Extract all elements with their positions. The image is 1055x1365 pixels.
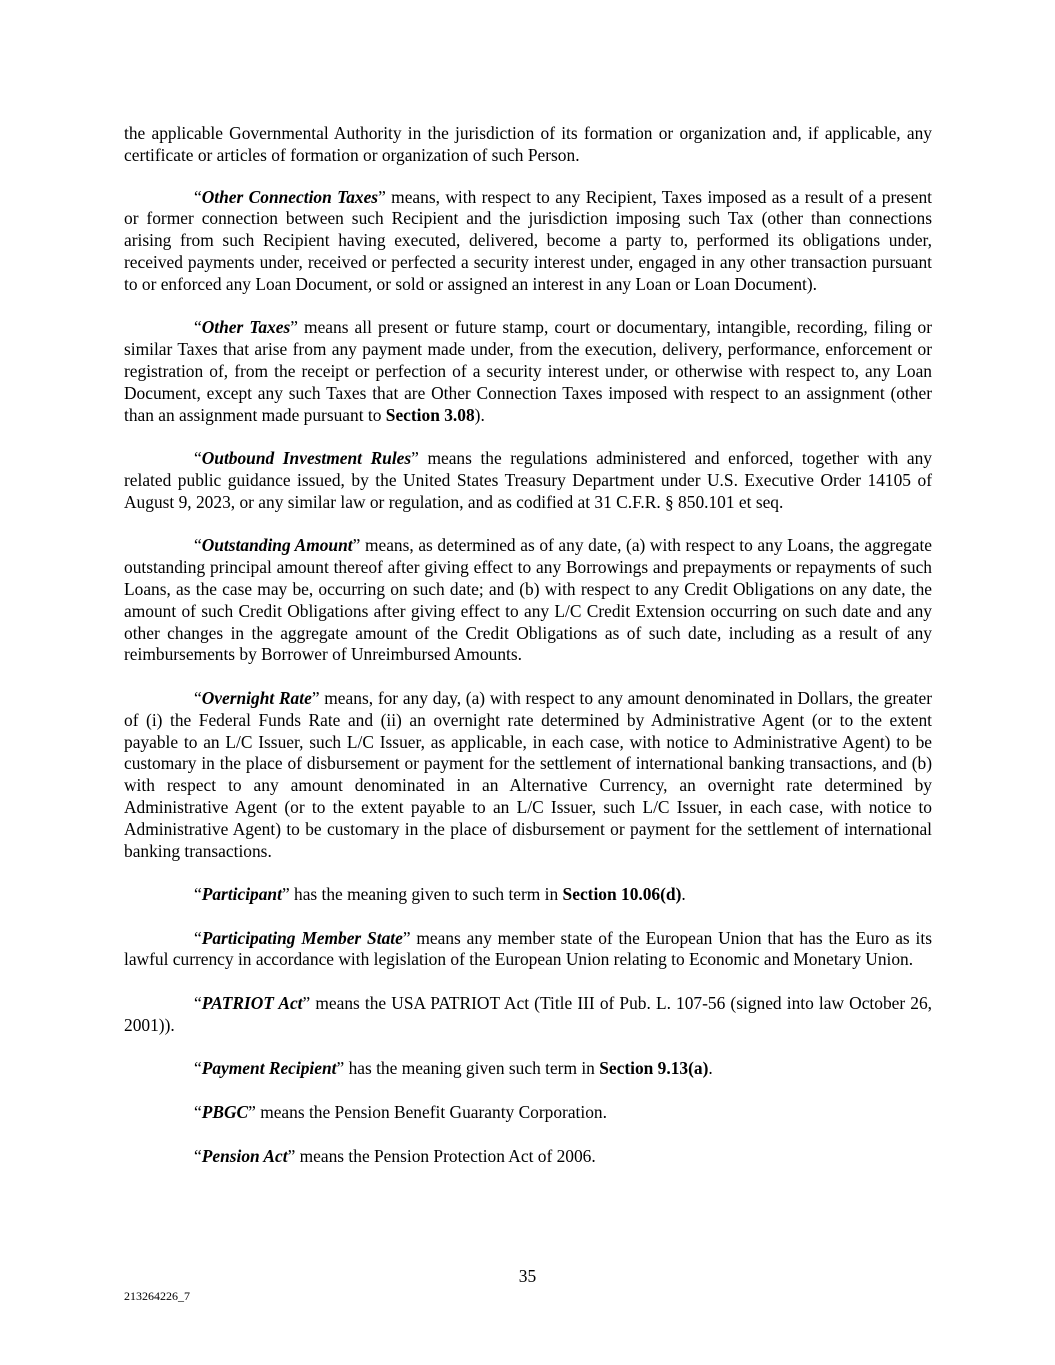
- document-body: [124, 123, 932, 1189]
- defined-term: Other Connection Taxes: [201, 186, 379, 207]
- defined-term: Overnight Rate: [201, 687, 312, 708]
- defined-term: Payment Recipient: [201, 1058, 337, 1079]
- definition-pension-act: “Pension Act” means the Pension Protection Act of 2006.: [194, 1145, 596, 1166]
- definition-payment-recipient: “Payment Recipient” has the meaning given such term in Section 9.13(a).: [194, 1058, 713, 1079]
- definition-overnight-rate: “Overnight Rate” means, for any day, (a) with respect to any amount denominated in Dollars, the greater of (i) the Federal Funds Rate and (ii) an overnight rate determined by Administrative Agent (or to the extent payable to an L/C Issuer, such L/C Issuer, as applicable, in each case, with notice to Administrative Agent) to be customary in the place of disbursement or payment for the settlement of international banking transactions, and (b) with respect to any amount denominated in an Alternative Currency, an overnight rate determined by Administrative Agent (or to the extent payable to an L/C Issuer, such L/C Issuer, in each case, with notice to Administrative Agent) to be customary in the place of disbursement or payment for the settlement of international banking transactions.: [124, 687, 932, 861]
- defined-term: Pension Act: [201, 1145, 288, 1166]
- defined-term: Outstanding Amount: [201, 535, 353, 556]
- section-reference: Section 3.08: [385, 404, 475, 425]
- definition-participating-member-state: “Participating Member State” means any member state of the European Union that has the Euro as its lawful currency in accordance with legislation of the European Union relating to Economic and Monetary Union.: [124, 927, 932, 970]
- defined-term: Other Taxes: [201, 317, 291, 338]
- defined-term: Participant: [201, 884, 282, 905]
- page-number: 35: [518, 1266, 537, 1286]
- defined-term: PATRIOT Act: [201, 993, 303, 1014]
- defined-term: PBGC: [201, 1102, 249, 1123]
- definition-pbgc: “PBGC” means the Pension Benefit Guaranty Corporation.: [194, 1102, 607, 1123]
- definition-outstanding-amount: “Outstanding Amount” means, as determined as of any date, (a) with respect to any Loans, the aggregate outstanding principal amount thereof after giving effect to any Borrowings and prepayments or repayments of such Loans, as the case may be, occurring on such date; and (b) with respect to any Credit Obligations on any date, the amount of such Credit Obligations after giving effect to any L/C Credit Extension occurring on such date and any other changes in the aggregate amount of the Credit Obligations as of such date, including as a result of any reimbursements by Borrower of Unreimbursed Amounts.: [124, 535, 933, 665]
- definition-outbound-investment-rules: “Outbound Investment Rules” means the regulations administered and enforced, together with any related public guidance issued, by the United States Treasury Department under U.S. Executive Order 14105 of August 9, 2023, or any similar law or regulation, and as codified at 31 C.F.R. § 850.101 et seq.: [124, 448, 932, 512]
- defined-term: Outbound Investment Rules: [201, 448, 412, 469]
- definition-other-taxes: “Other Taxes” means all present or future stamp, court or documentary, intangible, recording, filing or similar Taxes that arise from any payment made under, from the execution, delivery, performance, enforcement or registration of, from the receipt or perfection of a security interest under, or otherwise with respect to, any Loan Document, except any such Taxes that are Other Connection Taxes imposed with respect to an assignment (other than an assignment made pursuant to Section 3.08).: [124, 317, 933, 425]
- definition-patriot-act: “PATRIOT Act” means the USA PATRIOT Act (Title III of Pub. L. 107-56 (signed into law October 26, 2001)).: [124, 993, 933, 1035]
- definition-continuation: [124, 123, 932, 167]
- definition-participant: “Participant” has the meaning given to such term in Section 10.06(d).: [194, 884, 686, 905]
- document-id: 213264226_7: [124, 1289, 190, 1303]
- section-reference: Section 9.13(a): [599, 1058, 709, 1079]
- definition-other-connection-taxes: “Other Connection Taxes” means, with respect to any Recipient, Taxes imposed as a result of a present or former connection between such Recipient and the jurisdiction imposing such Tax (other than connections arising from such Recipient having executed, delivered, become a party to, performed its obligations under, received payments under, received or perfected a security interest under, engaged in any other transaction pursuant to or enforced any Loan Document, or sold or assigned an interest in any Loan or Loan Document).: [124, 186, 932, 294]
- section-reference: Section 10.06(d): [562, 884, 682, 905]
- defined-term: Participating Member State: [201, 927, 403, 948]
- paragraph-text: the applicable Governmental Authority in the jurisdiction of its formation or organization and, if applicable, any certificate or articles of formation or organization of such Person.: [124, 123, 932, 165]
